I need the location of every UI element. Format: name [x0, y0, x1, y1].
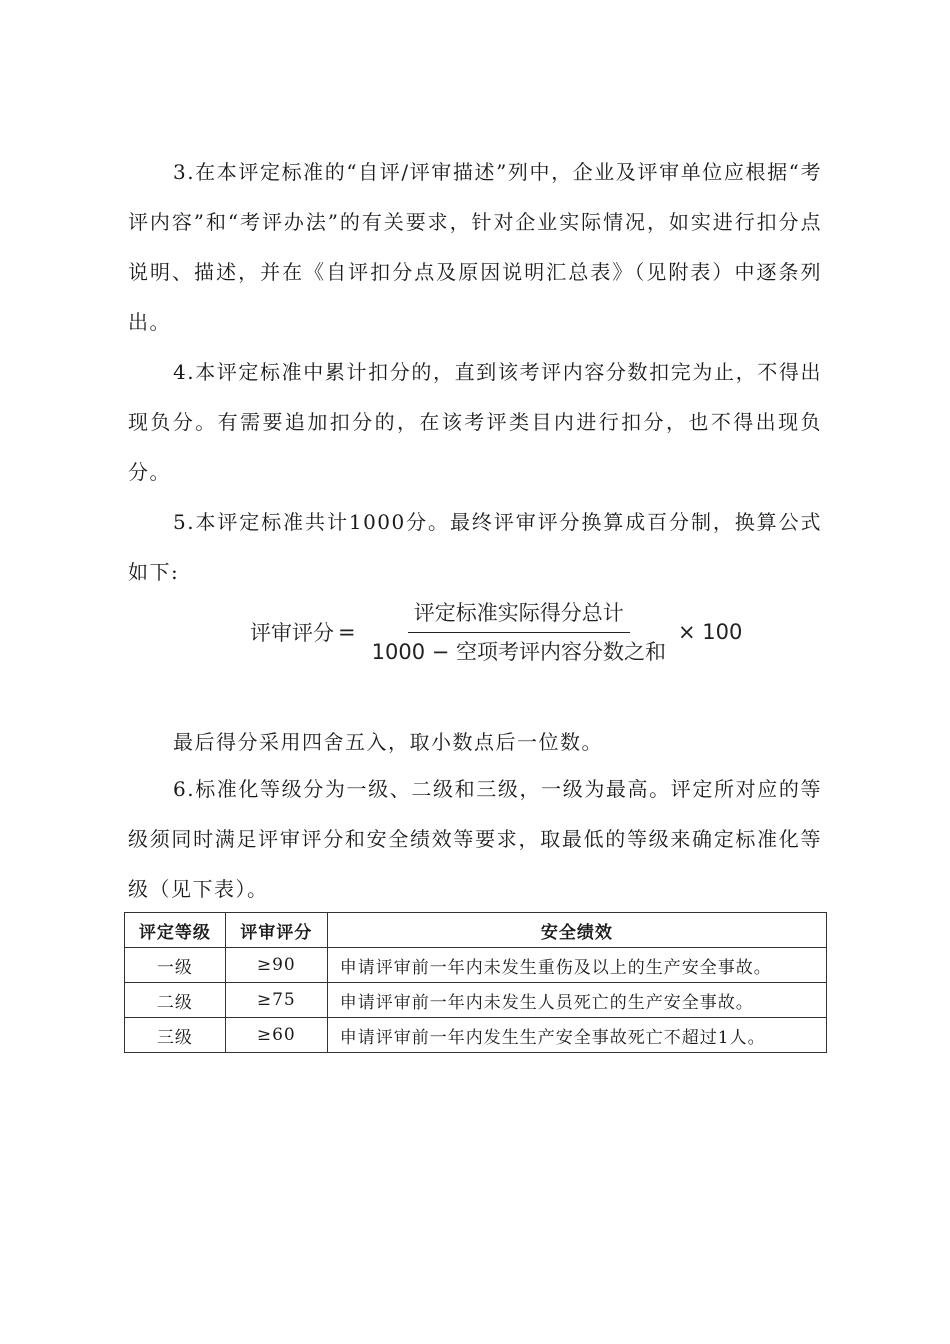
review-score-cell: ≥90 [225, 948, 327, 983]
formula-numerator: 评定标准实际得分总计 [408, 598, 630, 633]
header-review-score: 评审评分 [225, 913, 327, 948]
formula-lhs: 评审评分 [250, 621, 334, 645]
grade-level-cell: 一级 [125, 948, 226, 983]
formula-denominator: 1000 − 空项考评内容分数之和 [371, 639, 666, 664]
review-score-cell: ≥60 [225, 1018, 327, 1053]
formula-equals: = [338, 620, 356, 644]
header-grade-level: 评定等级 [125, 913, 226, 948]
table-row [125, 948, 827, 983]
grade-level-cell: 三级 [125, 1018, 226, 1053]
review-score-cell: ≥75 [225, 983, 327, 1018]
paragraph-6: 6.标准化等级分为一级、二级和三级，一级为最高。评定所对应的等级须同时满足评审评分和安全绩效等要求，取最低的等级来确定标准化等级（见下表）。 [128, 777, 822, 901]
safety-performance-cell: 申请评审前一年内未发生重伤及以上的生产安全事故。 [327, 948, 826, 983]
paragraph-3: 3.在本评定标准的“自评/评审描述”列中，企业及评审单位应根据“考评内容”和“考评办法”的有关要求，针对企业实际情况，如实进行扣分点说明、描述，并在《自评扣分点及原因说明汇总表》（见附表）中逐条列出。 [128, 160, 822, 334]
header-safety-performance: 安全绩效 [327, 913, 826, 948]
score-formula [250, 596, 742, 668]
table-row [125, 983, 827, 1018]
paragraph-5: 5.本评定标准共计1000分。最终评审评分换算成百分制，换算公式如下: [128, 510, 822, 584]
safety-performance-cell: 申请评审前一年内未发生人员死亡的生产安全事故。 [327, 983, 826, 1018]
grade-table [124, 912, 827, 1053]
table-row [125, 1018, 827, 1053]
table-header-row [125, 913, 827, 948]
formula-multiplier: × 100 [678, 620, 743, 644]
paragraph-4: 4.本评定标准中累计扣分的，直到该考评内容分数扣完为止，不得出现负分。有需要追加扣分的，在该考评类目内进行扣分，也不得出现负分。 [128, 360, 822, 484]
formula-fraction [366, 598, 672, 667]
safety-performance-cell: 申请评审前一年内发生生产安全事故死亡不超过1人。 [327, 1018, 826, 1053]
grade-level-cell: 二级 [125, 983, 226, 1018]
paragraph-rounding: 最后得分采用四舍五入，取小数点后一位数。 [173, 730, 603, 754]
